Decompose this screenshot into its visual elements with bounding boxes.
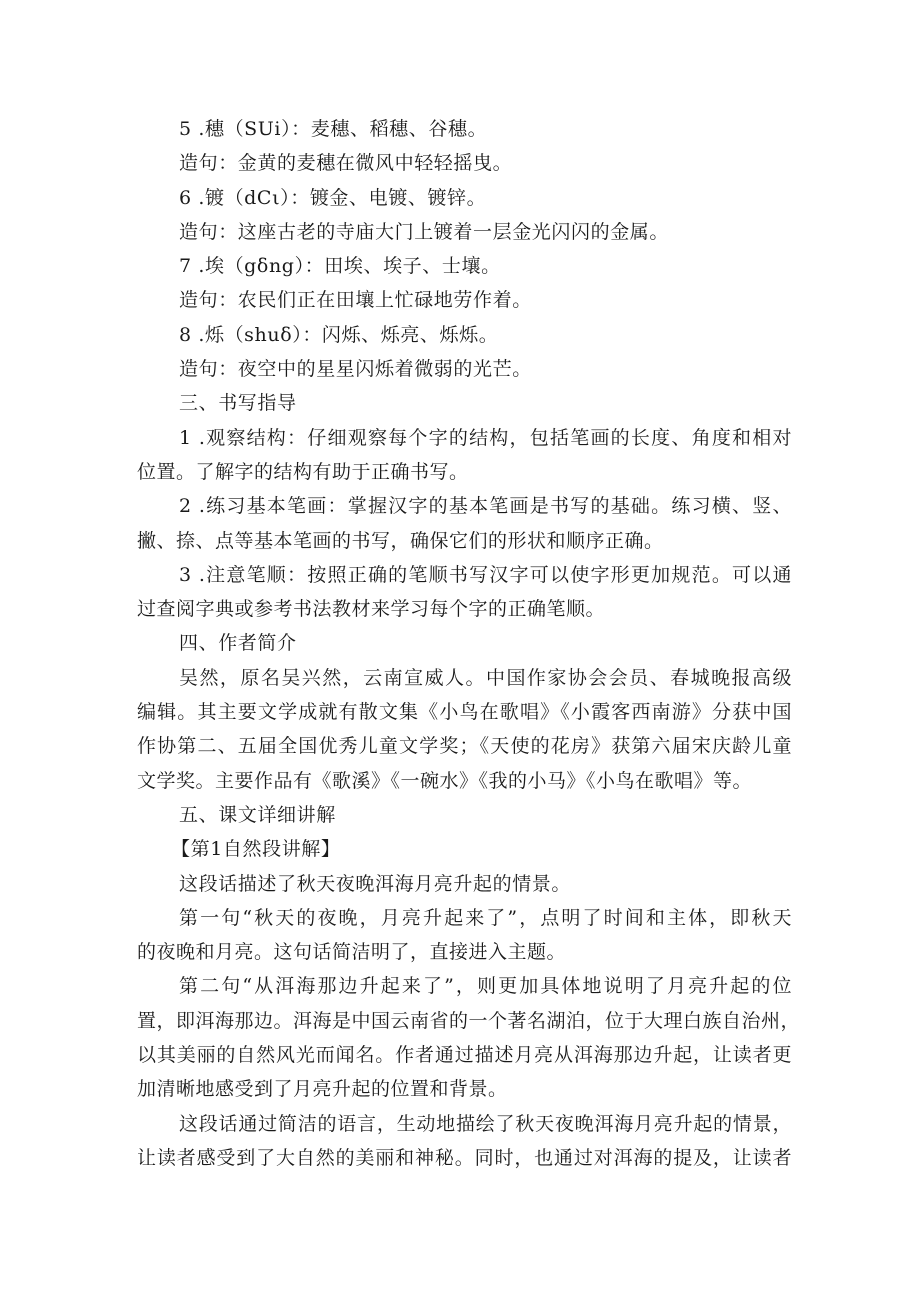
writing-guide-item-3 [137, 558, 792, 627]
example-sentence-6: 造句：这座古老的寺庙大门上镀着一层金光闪闪的金属。 [179, 220, 670, 243]
paragraph-line: 2 .练习基本笔画：掌握汉字的基本笔画是书写的基础。练习横、竖、 [179, 495, 792, 518]
paragraph-line: 吴然，原名吴兴然，云南宣威人。中国作家协会会员、春城晚报高级 [179, 666, 792, 689]
example-sentence-8: 造句：夜空中的星星闪烁着微弱的光芒。 [179, 358, 532, 381]
paragraph-line: 位置。了解字的结构有助于正确书写。 [137, 460, 469, 483]
section-heading-text-explanation: 五、课文详细讲解 [179, 803, 336, 826]
paragraph-line: 文学奖。主要作品有《歌溪》《一碗水》《我的小马》《小鸟在歌唱》等。 [137, 769, 753, 792]
vocab-item-6: 6 .镀（dCι）：镀金、电镀、镀锌。 [179, 186, 487, 209]
paragraph-line: 置，即洱海那边。洱海是中国云南省的一个著名湖泊，位于大理白族自治州， [137, 1009, 801, 1032]
writing-guide-item-1 [137, 421, 792, 490]
writing-guide-item-2 [137, 489, 792, 558]
author-bio [137, 661, 792, 798]
paragraph-line: 1 .观察结构：仔细观察每个字的结构，包括笔画的长度、角度和相对 [179, 426, 792, 449]
paragraph-line: 让读者感受到了大自然的美丽和神秘。同时，也通过对洱海的提及，让读者 [137, 1146, 792, 1169]
example-sentence-5: 造句：金黄的麦穗在微风中轻轻摇曳。 [179, 152, 513, 175]
paragraph-line: 过查阅字典或参考书法教材来学习每个字的正确笔顺。 [137, 598, 606, 621]
paragraph-line: 编辑。其主要文学成就有散文集《小鸟在歌唱》《小霞客西南游》分获中国 [137, 701, 792, 724]
paragraph-line: 的夜晚和月亮。这句话简洁明了，直接进入主题。 [137, 941, 567, 964]
vocab-item-7: 7 .埃（gδng）：田埃、埃子、士壤。 [179, 255, 501, 278]
explanation-second-sentence [137, 969, 801, 1106]
explanation-conclusion [137, 1107, 792, 1176]
section-heading-writing-guide: 三、书写指导 [179, 392, 297, 415]
paragraph-line: 3 .注意笔顺：按照正确的笔顺书写汉字可以使字形更加规范。可以通 [179, 563, 792, 586]
document-body [137, 112, 801, 1175]
section-heading-author: 四、作者简介 [179, 632, 297, 655]
explanation-summary: 这段话描述了秋天夜晚洱海月亮升起的情景。 [179, 872, 572, 895]
paragraph-1-heading: 【第1自然段讲解】 [171, 838, 341, 861]
paragraph-line: 作协第二、五届全国优秀儿童文学奖；《天使的花房》获第六届宋庆龄儿童 [137, 735, 792, 758]
paragraph-line: 这段话通过简洁的语言，生动地描绘了秋天夜晚洱海月亮升起的情景， [179, 1112, 792, 1135]
explanation-first-sentence [137, 901, 792, 970]
paragraph-line: 第二句“从洱海那边升起来了”，则更加具体地说明了月亮升起的位 [179, 975, 792, 998]
paragraph-line: 第一句“秋天的夜晚，月亮升起来了”，点明了时间和主体，即秋天 [179, 906, 792, 929]
paragraph-line: 撇、捺、点等基本笔画的书写，确保它们的形状和顺序正确。 [137, 529, 664, 552]
paragraph-line: 以其美丽的自然风光而闻名。作者通过描述月亮从洱海那边升起，让读者更 [137, 1044, 792, 1067]
vocab-item-5: 5 .穗（SUi）：麦穗、稻穗、谷穗。 [179, 118, 488, 140]
paragraph-line: 加清晰地感受到了月亮升起的位置和背景。 [137, 1078, 508, 1101]
example-sentence-7: 造句：农民们正在田壤上忙碌地劳作着。 [179, 289, 532, 312]
vocab-item-8: 8 .烁（shuδ）：闪烁、烁亮、烁烁。 [179, 323, 499, 346]
